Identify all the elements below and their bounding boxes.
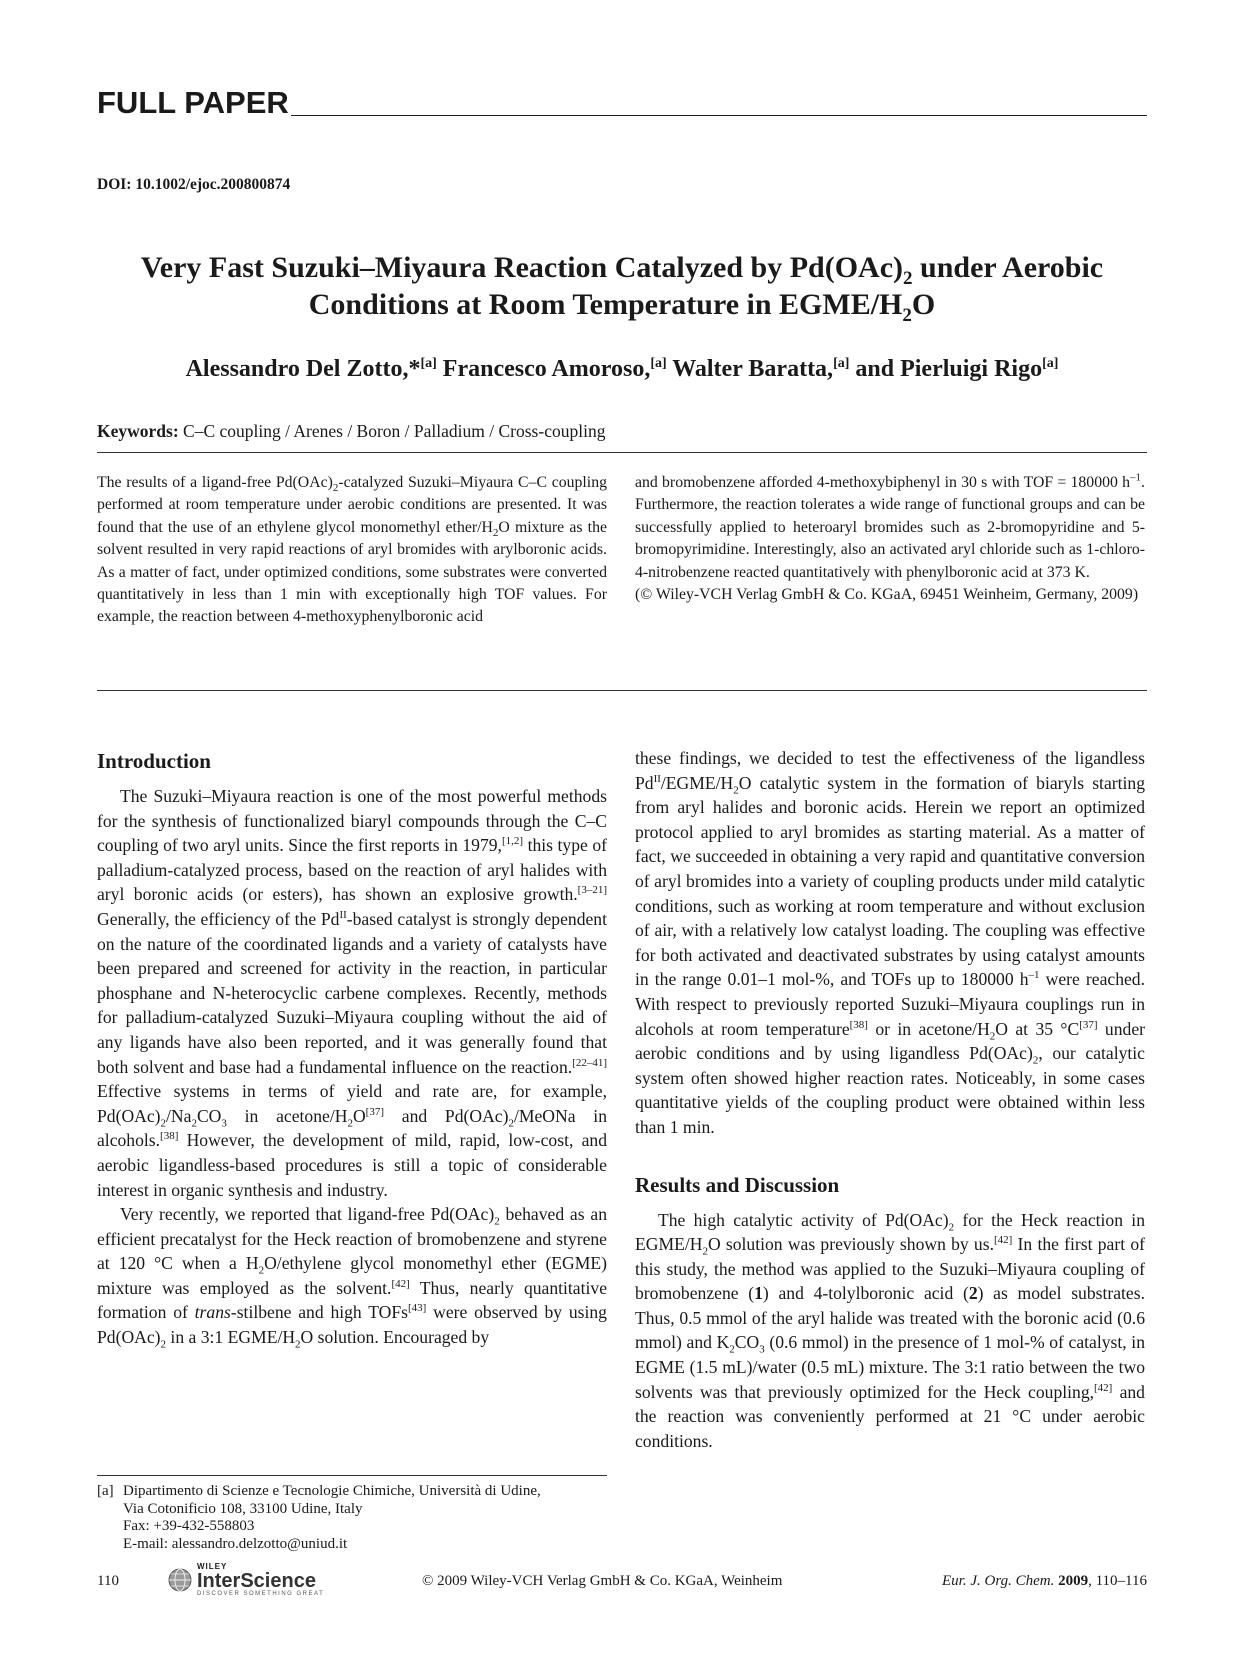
body-paragraph: these findings, we decided to test the effectiveness of the ligandless $Pd^{II}/EGME/H_2O$ catalytic system in the formation of biaryls starting from aryl halides and boronic acids. Herein we report an optimized protocol applied to aryl bromides as starting material. As a matter of fact, we succeeded in obtaining a very rapid and quantitative conversion of aryl bromides into a variety of coupling products under mild catalytic conditions, such as working at room temperature and without exclusion of air, with a relatively low catalyst loading. The coupling was effective for both activated and deactivated substrates by using catalyst amounts in the range 0.01–1 mol-%, and TOFs up to 180000 h$^{-1}$ were reached. With respect to previously reported Suzuki–Miyaura couplings run in alcohols at room temperature[38] or in acetone/$H_2O$ at 35 °C[37] under aerobic conditions and by using ligandless $Pd(OAc)_2$, our catalytic system often showed higher reaction rates. Noticeably, in some cases quantitative yields of the coupling product were obtained within less than 1 min.	[635, 748, 1145, 1137]
footnote-line: Fax: +39-432-558803	[123, 1518, 255, 1534]
body-column-left	[97, 748, 607, 1350]
body-paragraph: The Suzuki–Miyaura reaction is one of the most powerful methods for the synthesis of functionalized biaryl compounds through the C–C coupling of two aryl units. Since the first reports in 1979,[1,2] this type of palladium-catalyzed process, based on the reaction of aryl halides with aryl boronic acids (or esters), has shown an explosive growth.[3–21] Generally, the efficiency of the Pd$^{II}$-based catalyst is strongly dependent on the nature of the coordinated ligands and a variety of catalysts have been prepared and screened for activity in the reaction, in particular phosphane and N-heterocyclic carbene complexes. Recently, methods for palladium-catalyzed Suzuki–Miyaura coupling without the aid of any ligands have also been reported, and it was generally found that both solvent and base had a fundamental influence on the reaction.[22–41] Effective systems in terms of yield and rate are, for example, $Pd(OAc)_2/Na_2CO_3$ in acetone/$H_2O[37]$ and $Pd(OAc)_2$/MeONa in alcohols.[38] However, the development of mild, rapid, low-cost, and aerobic ligandless-based procedures is still a topic of considerable interest in organic synthesis and industry.	[97, 786, 607, 1200]
doi: DOI: 10.1002/ejoc.200800874	[97, 176, 291, 193]
body-paragraph: Very recently, we reported that ligand-free $Pd(OAc)_2$ behaved as an efficient precatalyst for the Heck reaction of bromobenzene and styrene at 120 °C when a $H_2O$/ethylene glycol monomethyl ether (EGME) mixture was employed as the solvent.[42] Thus, nearly quantitative formation of trans-stilbene and high TOFs[43] were observed by using $Pd(OAc)_2$ in a 3:1 EGME/$H_2O$ solution. Encouraged by	[97, 1204, 608, 1351]
abstract-copyright: (© Wiley-VCH Verlag GmbH & Co. KGaA, 69451 Weinheim, Germany, 2009)	[635, 586, 1139, 604]
section-heading-introduction: Introduction	[97, 749, 211, 773]
footnote-line: Via Cotonificio 108, 33100 Udine, Italy	[123, 1500, 363, 1517]
footnote-email[interactable]: E-mail: alessandro.delzotto@uniud.it	[123, 1535, 348, 1552]
footnote-mark: [a]	[97, 1483, 114, 1499]
abstract-left	[97, 472, 607, 629]
author: Walter Baratta,	[666, 356, 834, 382]
author: and Pierluigi Rigo	[849, 356, 1043, 382]
author: Alessandro Del Zotto,*	[185, 356, 421, 382]
affiliation-mark: [a]	[1042, 356, 1059, 371]
interscience-logo: WILEY InterScience DISCOVER SOMETHING GREAT	[167, 1562, 324, 1597]
section-heading-results: Results and Discussion	[635, 1172, 840, 1197]
title-line-1: Very Fast Suzuki–Miyaura Reaction Catalyzed by $Pd(OAc)_2$ under Aerobic	[140, 251, 1104, 289]
section-header	[97, 78, 1147, 118]
page-footer	[97, 1562, 1147, 1598]
abstract-paragraph: and bromobenzene afforded 4-methoxybiphenyl in 30 s with TOF = 180000 h$^{-1}$. Furthermore, the reaction tolerates a wide range of functional groups and can be successfully applied to heteroaryl bromides such as 2-bromopyridine and 5-bromopyrimidine. Interestingly, also an activated aryl chloride such as 1-chloro-4-nitrobenzene reacted quantitatively with phenylboronic acid at 373 K.	[635, 471, 1145, 581]
page-number: 110	[97, 1573, 119, 1589]
affiliation-footnote	[97, 1475, 607, 1553]
affiliation-mark: [a]	[833, 356, 850, 371]
article-type: FULL PAPER	[97, 85, 289, 120]
globe-icon	[167, 1567, 193, 1593]
author: Francesco Amoroso,	[436, 356, 651, 382]
footnote-line: Dipartimento di Scienze e Tecnologie Chimiche, Università di Udine,	[123, 1483, 541, 1499]
journal-citation: Eur. J. Org. Chem. 2009, 110–116	[942, 1573, 1147, 1589]
affiliation-mark: [a]	[420, 356, 437, 371]
body-column-right	[635, 746, 1145, 1453]
abstract-rule	[97, 690, 1147, 691]
authors	[97, 356, 1147, 383]
title-line-2: Conditions at Room Temperature in EGME/$H_2O$	[308, 287, 936, 326]
abstract-paragraph: The results of a ligand-free $Pd(OAc)_2$-catalyzed Suzuki–Miyaura C–C coupling performed at room temperature under aerobic conditions are presented. It was found that the use of an ethylene glycol monomethyl ether/$H_2O$ mixture as the solvent resulted in very rapid reactions of aryl bromides with arylboronic acids. As a matter of fact, under optimized conditions, some substrates were converted quantitatively in less than 1 min with exceptionally high TOF values. For example, the reaction between 4-methoxyphenylboronic acid	[97, 474, 607, 626]
body-paragraph: The high catalytic activity of $Pd(OAc)_2$ for the Heck reaction in EGME/$H_2O$ solution was previously shown by us.[42] In the first part of this study, the method was applied to the Suzuki–Miyaura coupling of bromobenzene (1) and 4-tolylboronic acid (2) as model substrates. Thus, 0.5 mmol of the aryl halide was treated with the boronic acid (0.6 mmol) and $K_2CO_3$ (0.6 mmol) in the presence of 1 mol-% of catalyst, in EGME (1.5 mL)/water (0.5 mL) mixture. The 3:1 ratio between the two solvents was that previously optimized for the Heck coupling,[42] and the reaction was conveniently performed at 21 °C under aerobic conditions.	[635, 1209, 1145, 1451]
affiliation-mark: [a]	[650, 356, 667, 371]
footer-copyright: © 2009 Wiley-VCH Verlag GmbH & Co. KGaA, Weinheim	[422, 1573, 783, 1589]
header-rule	[291, 115, 1147, 116]
abstract-right	[635, 472, 1145, 606]
keywords-text: C–C coupling / Arenes / Boron / Palladium / Cross-coupling	[178, 421, 606, 441]
keywords	[97, 421, 1147, 453]
keywords-label: Keywords:	[97, 421, 179, 441]
paper-title	[97, 250, 1147, 326]
